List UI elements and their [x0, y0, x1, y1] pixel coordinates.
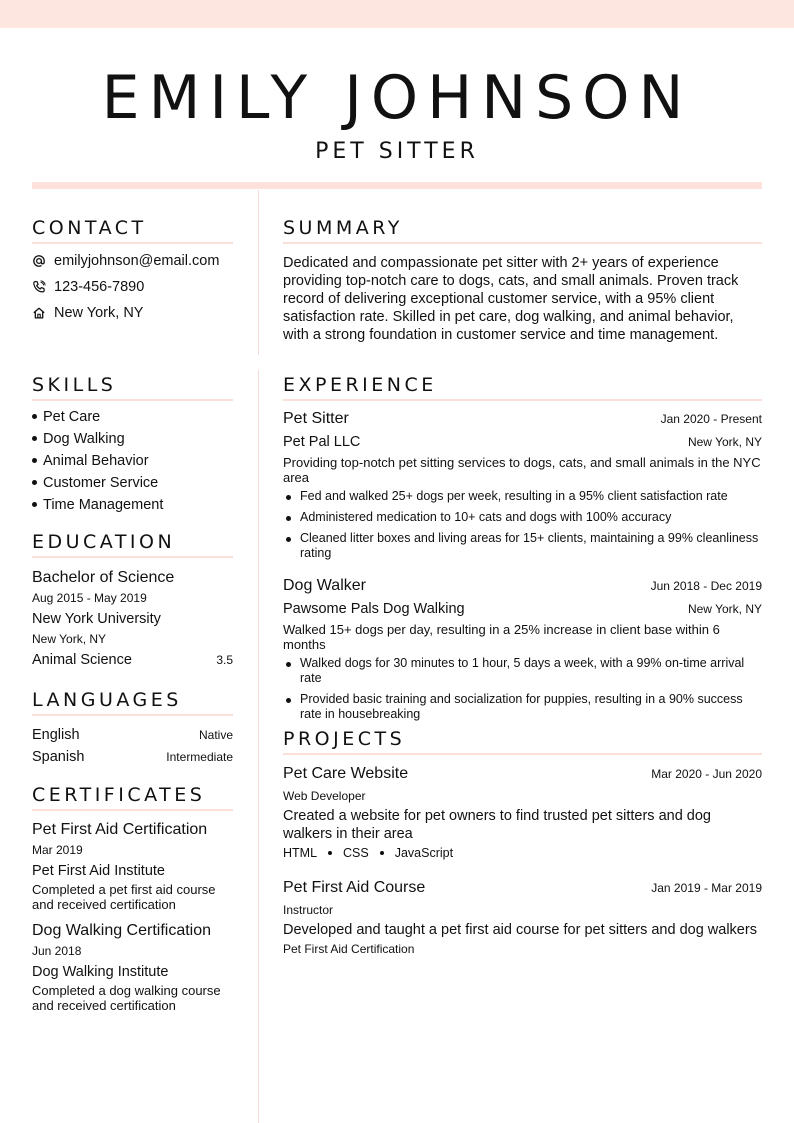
project-dates: Jan 2019 - Mar 2019: [651, 881, 762, 895]
project-dates: Mar 2020 - Jun 2020: [651, 767, 762, 781]
job-dates: Jun 2018 - Dec 2019: [650, 579, 762, 593]
language-name: Spanish: [32, 749, 85, 765]
education-school: New York University: [32, 611, 161, 627]
job-description: Walked 15+ dogs per day, resulting in a 25% increase in client base within 6 months: [283, 622, 720, 652]
column-divider-bottom: [258, 370, 259, 1123]
education-section: [32, 530, 233, 671]
project-tag: CSS: [343, 846, 369, 860]
skill-item: Customer Service: [32, 472, 233, 494]
languages-section: [32, 688, 233, 768]
certificate-item: [32, 819, 233, 912]
language-level: Intermediate: [166, 750, 233, 764]
project-role: Instructor: [283, 903, 334, 917]
project-item: [283, 763, 762, 862]
job-location: New York, NY: [687, 435, 762, 449]
education-field: Animal Science: [32, 652, 132, 668]
job-dates: Jan 2020 - Present: [660, 412, 762, 426]
project-item: [283, 877, 762, 958]
education-heading: EDUCATION: [32, 530, 233, 558]
experience-heading: EXPERIENCE: [283, 373, 762, 401]
job-bullet: Walked dogs for 30 minutes to 1 hour, 5 days a week, with a 99% on-time arrival rate: [283, 656, 762, 686]
job-role: Dog Walker: [283, 577, 366, 594]
contact-phone[interactable]: [32, 274, 233, 300]
phone-icon: [32, 280, 54, 294]
contact-email[interactable]: [32, 248, 233, 274]
experience-item: [283, 575, 762, 722]
job-role: Pet Sitter: [283, 410, 349, 427]
projects-section: [283, 727, 762, 958]
skill-item: Pet Care: [32, 406, 233, 428]
job-bullet: Provided basic training and socialization for puppies, resulting in a 90% success rate in housebreaking: [283, 692, 762, 722]
at-icon: [32, 254, 54, 268]
summary-text: Dedicated and compassionate pet sitter with 2+ years of experience providing top-notch care to dogs, cats, and small animals. Proven track record of delivering exceptional customer service, with a 95% client satisfaction rate. Skilled in pet care, dog walking, and animal behavior, with a strong foundation in customer service and time management.: [283, 255, 739, 343]
language-name: English: [32, 727, 80, 743]
project-description: Developed and taught a pet first aid course for pet sitters and dog walkers: [283, 922, 757, 938]
education-location: New York, NY: [32, 632, 107, 646]
job-bullet: Cleaned litter boxes and living areas for 15+ clients, maintaining a 99% cleanliness rating: [283, 531, 762, 561]
contact-location: [32, 300, 233, 326]
certificate-name: Dog Walking Certification: [32, 922, 212, 939]
certificate-date: Jun 2018: [32, 944, 82, 958]
job-location: New York, NY: [687, 602, 762, 616]
experience-item: [283, 408, 762, 561]
project-tag: HTML: [283, 846, 318, 860]
job-bullet: Fed and walked 25+ dogs per week, resulting in a 95% client satisfaction rate: [283, 489, 762, 504]
certificate-name: Pet First Aid Certification: [32, 821, 208, 838]
certificates-heading: CERTIFICATES: [32, 783, 233, 811]
skills-heading: SKILLS: [32, 373, 233, 401]
job-description: Providing top-notch pet sitting services to dogs, cats, and small animals in the NYC area: [283, 455, 761, 485]
skills-section: [32, 373, 233, 516]
certificate-issuer: Pet First Aid Institute: [32, 863, 165, 879]
education-gpa: 3.5: [216, 653, 233, 667]
certificates-section: [32, 783, 233, 1013]
summary-heading: SUMMARY: [283, 216, 762, 244]
contact-email-text: emilyjohnson@email.com: [54, 253, 220, 269]
education-degree: Bachelor of Science: [32, 569, 175, 586]
experience-section: [283, 373, 762, 728]
contact-section: [32, 216, 233, 326]
candidate-name: EMILY JOHNSON: [101, 63, 693, 133]
contact-location-text: New York, NY: [54, 305, 144, 321]
skill-item: Animal Behavior: [32, 450, 233, 472]
project-tag: JavaScript: [394, 846, 454, 860]
language-level: Native: [198, 728, 233, 742]
project-extra: Pet First Aid Certification: [283, 942, 415, 956]
languages-heading: LANGUAGES: [32, 688, 233, 716]
certificate-date: Mar 2019: [32, 843, 83, 857]
project-name: Pet Care Website: [283, 765, 409, 782]
contact-heading: CONTACT: [32, 216, 233, 244]
language-row: [32, 746, 233, 768]
home-icon: [32, 306, 54, 320]
skill-item: Time Management: [32, 494, 233, 516]
skill-item: Dog Walking: [32, 428, 233, 450]
contact-phone-text: 123-456-7890: [54, 279, 145, 295]
project-role: Web Developer: [283, 789, 366, 803]
project-description: Created a website for pet owners to find trusted pet sitters and dog walkers in their area: [283, 808, 711, 842]
job-company: Pawsome Pals Dog Walking: [283, 601, 465, 617]
top-accent-band: [0, 0, 794, 28]
header-divider: [32, 182, 762, 189]
project-name: Pet First Aid Course: [283, 879, 426, 896]
education-dates: Aug 2015 - May 2019: [32, 591, 147, 605]
certificate-desc: Completed a dog walking course and received certification: [32, 983, 221, 1013]
project-tags: [283, 844, 762, 862]
job-bullet: Administered medication to 10+ cats and dogs with 100% accuracy: [283, 510, 762, 525]
column-divider-top: [258, 190, 259, 355]
projects-heading: PROJECTS: [283, 727, 762, 755]
language-row: [32, 724, 233, 746]
job-title: PET SITTER: [315, 139, 479, 164]
certificate-item: [32, 920, 233, 1013]
summary-section: [283, 216, 762, 344]
certificate-desc: Completed a pet first aid course and received certification: [32, 882, 216, 912]
certificate-issuer: Dog Walking Institute: [32, 964, 169, 980]
job-company: Pet Pal LLC: [283, 434, 361, 450]
